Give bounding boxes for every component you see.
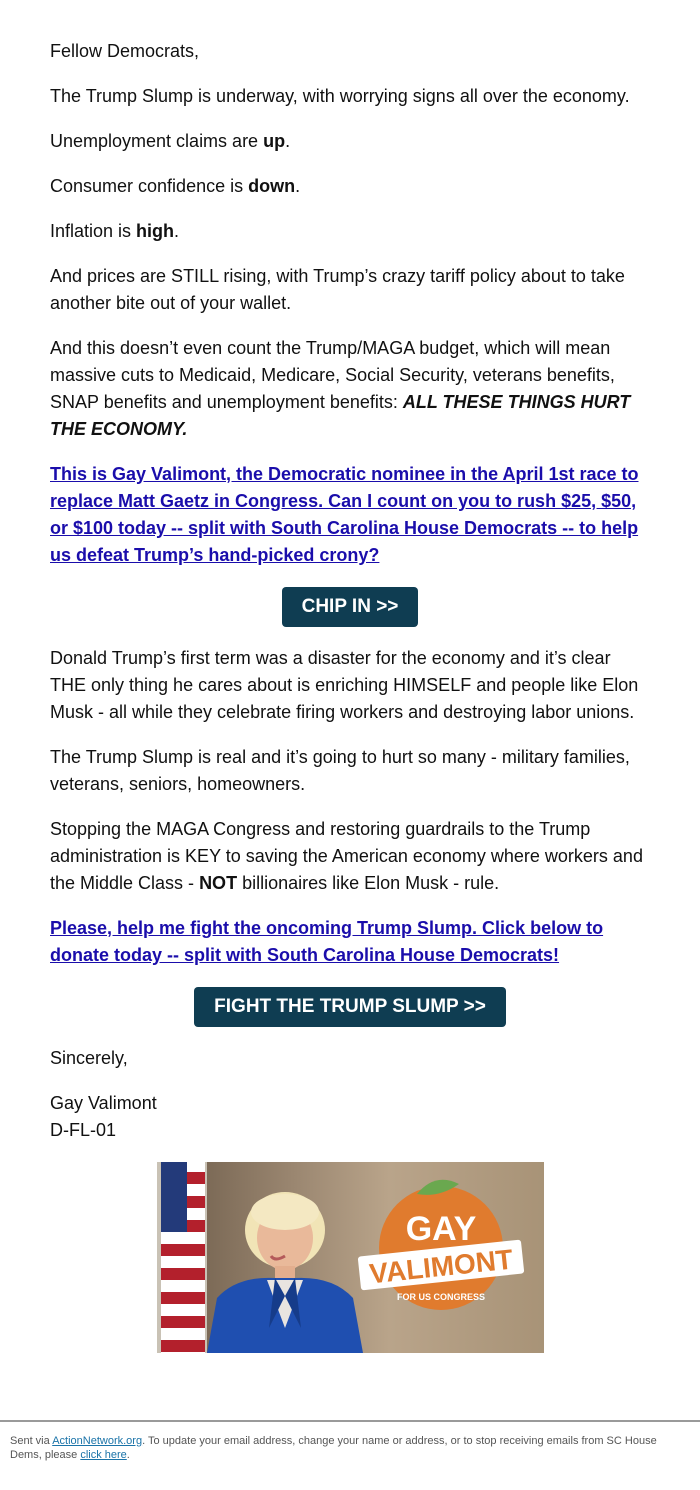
candidate-photo-wrap — [50, 1162, 650, 1358]
paragraph-slump-real: The Trump Slump is real and it’s going to hurt so many - military families, veterans, seniors, homeowners. — [50, 747, 630, 794]
email-body — [50, 38, 650, 1358]
donate-link-paragraph — [50, 461, 650, 569]
logo-line-1: GAY — [405, 1210, 476, 1248]
greeting: Fellow Democrats, — [50, 41, 200, 61]
paragraph-prices: And prices are STILL rising, with Trump’s crazy tariff policy about to take another bite out of your wallet. — [50, 266, 625, 313]
signer-district: D-FL-01 — [50, 1120, 117, 1140]
paragraph-maga-congress: Stopping the MAGA Congress and restoring guardrails to the Trump administration is KEY to saving the American economy where workers and the Middle Class - NOT billionaires like Elon Musk - rule. — [50, 819, 643, 893]
donate-link-1[interactable]: This is Gay Valimont, the Democratic nominee in the April 1st race to replace Matt Gaetz in Congress. Can I count on you to rush $25, $50, or $100 today -- split with South Carolina House Democrats -- to help us defeat Trump’s hand-picked crony? — [50, 464, 639, 565]
donate-link-2[interactable]: Please, help me fight the oncoming Trump Slump. Click below to donate today -- split with South Carolina House Democrats! — [50, 918, 604, 965]
paragraph-confidence: Consumer confidence is down. — [50, 176, 301, 196]
fight-trump-slump-button[interactable]: FIGHT THE TRUMP SLUMP >> — [194, 987, 506, 1027]
button-row-2 — [50, 987, 650, 1027]
paragraph-budget: And this doesn’t even count the Trump/MAGA budget, which will mean massive cuts to Medicaid, Medicare, Social Security, veterans benefits, SNAP benefits and unemployment benefits: ALL THESE THINGS HURT THE ECONOMY. — [50, 338, 631, 439]
button-row-1 — [50, 587, 650, 627]
candidate-photo — [157, 1162, 544, 1353]
donate-link-paragraph-2 — [50, 915, 650, 969]
paragraph-inflation: Inflation is high. — [50, 221, 180, 241]
unsubscribe-link[interactable]: click here — [80, 1449, 127, 1461]
signer-name: Gay Valimont — [50, 1093, 157, 1113]
candidate-portrait-icon — [197, 1178, 367, 1353]
paragraph-first-term: Donald Trump’s first term was a disaster for the economy and it’s clear THE only thing he cares about is enriching HIMSELF and people like Elon Musk - all while they celebrate firing workers and destroying labor unions. — [50, 648, 639, 722]
actionnetwork-link[interactable]: ActionNetwork.org — [52, 1435, 143, 1447]
email-footer: Sent via ActionNetwork.org. To update your email address, change your name or address, or to stop receiving emails from SC House Dems, please click here. — [0, 1420, 700, 1462]
chip-in-button[interactable]: CHIP IN >> — [282, 587, 419, 627]
logo-tagline: FOR US CONGRESS — [396, 1292, 485, 1302]
paragraph-unemployment: Unemployment claims are up. — [50, 131, 291, 151]
logo-line-2: VALIMONT — [367, 1243, 514, 1290]
campaign-logo-icon — [355, 1168, 527, 1318]
paragraph-intro: The Trump Slump is underway, with worrying signs all over the economy. — [50, 86, 630, 106]
signoff: Sincerely, — [50, 1048, 128, 1068]
